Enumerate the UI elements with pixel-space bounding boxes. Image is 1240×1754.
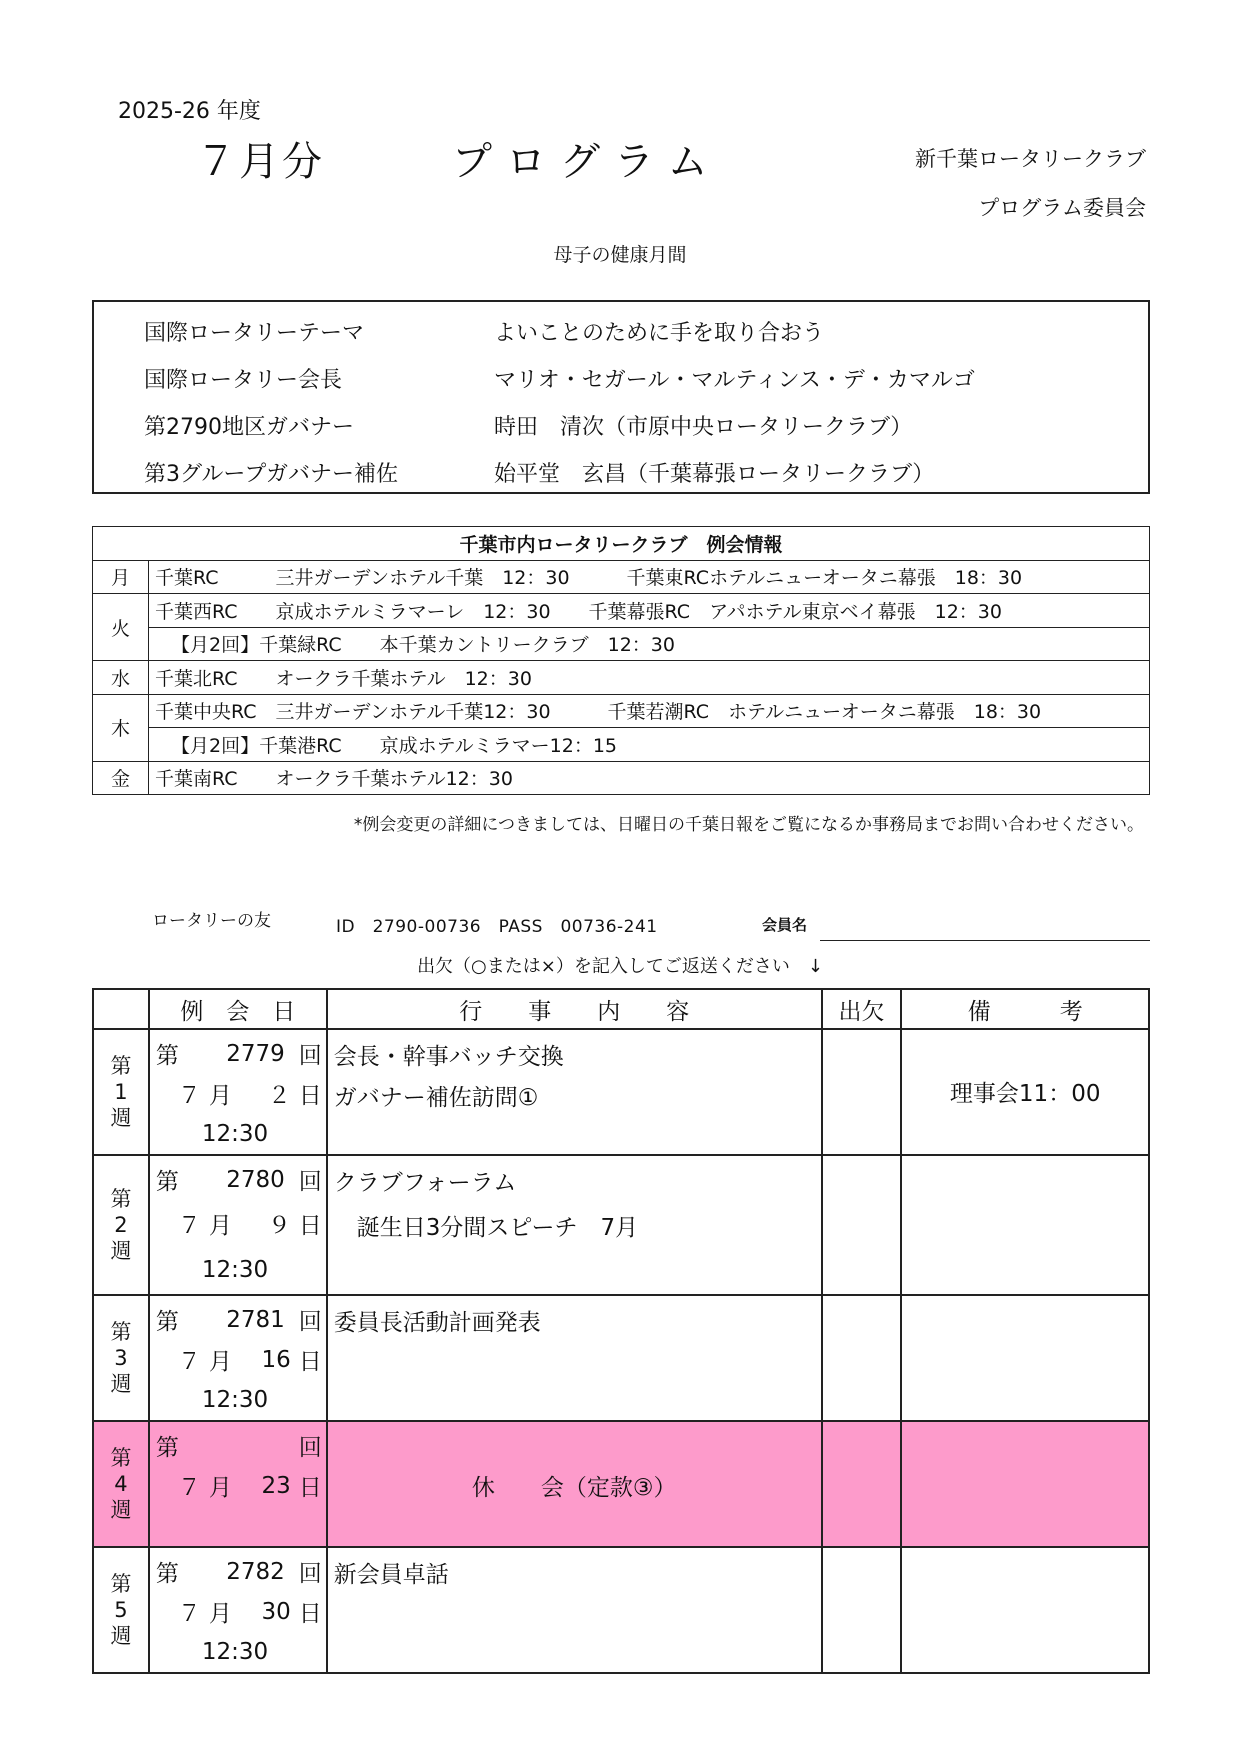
attendance-cell[interactable]: [822, 1155, 902, 1295]
meeting-cell: 千葉北RC オークラ千葉ホテル 12：30: [149, 661, 1150, 695]
info-row: [144, 316, 824, 347]
info-value: マリオ・セガール・マルティンス・デ・カマルゴ: [494, 368, 975, 393]
committee-name: プログラム委員会: [978, 196, 1146, 220]
event-cell: 休 会（定款③）: [327, 1421, 822, 1547]
table-row: [93, 627, 1150, 661]
attendance-instruction: 出欠（○または×）を記入してご返送ください ↓: [417, 956, 823, 977]
meeting-time: [156, 1506, 322, 1546]
day-cell: 火: [93, 594, 149, 661]
info-row: [144, 410, 912, 441]
info-label: 国際ロータリーテーマ: [144, 321, 365, 346]
table-row: [93, 761, 1150, 795]
id-pass: ID 2790-00736 PASS 00736-241: [336, 917, 658, 937]
meeting-cell: 千葉中央RC 三井ガーデンホテル千葉12：30 千葉若潮RC ホテルニューオータニ幕張 18：30: [149, 694, 1150, 728]
meeting-cell: 千葉西RC 京成ホテルミラマーレ 12：30 千葉幕張RC アパホテル東京ベイ幕張 12：30: [149, 594, 1150, 628]
header-date: 例 会 日: [149, 989, 327, 1029]
week-label: 第 4 週: [93, 1421, 149, 1547]
week-label: 第 3 週: [93, 1295, 149, 1421]
meeting-change-note: *例会変更の詳細につきましては、日曜日の千葉日報をご覧になるか事務局までお問い合わせください。: [353, 815, 1144, 835]
program-title: プログラム: [452, 139, 722, 185]
meeting-number: 2782: [226, 1558, 285, 1585]
meeting-info-table: [92, 526, 1150, 795]
week-label: 第 2 週: [93, 1155, 149, 1295]
meeting-date: 第 2779 回 ７ 月 ２ 日 12:30: [149, 1029, 327, 1155]
schedule-row: [93, 1547, 1149, 1673]
meeting-date: 第 2782 回 ７ 月 30 日 12:30: [149, 1547, 327, 1673]
schedule-table: [92, 988, 1150, 1674]
member-name-field[interactable]: [820, 940, 1150, 941]
remarks-cell: [901, 1295, 1149, 1421]
member-name-label: 会員名: [762, 916, 808, 934]
rotary-no-tomo-label: ロータリーの友: [152, 911, 271, 931]
event-cell: 会長・幹事バッチ交換 ガバナー補佐訪問①: [327, 1029, 822, 1155]
info-label: 第3グループガバナー補佐: [144, 462, 399, 487]
meeting-cell: 千葉RC 三井ガーデンホテル千葉 12：30 千葉東RCホテルニューオータニ幕張 18：30: [149, 560, 1150, 594]
day-cell: 金: [93, 761, 149, 795]
meeting-date: 第 2780 回 ７ 月 ９ 日 12:30: [149, 1155, 327, 1295]
info-value: 時田 清次（市原中央ロータリークラブ）: [494, 415, 913, 440]
table-row: [93, 594, 1150, 628]
schedule-row: [93, 1029, 1149, 1155]
monthly-theme: 母子の健康月間: [553, 244, 687, 266]
remarks-cell: 理事会11：00: [901, 1029, 1149, 1155]
header-week: [93, 989, 149, 1029]
attendance-cell[interactable]: [822, 1547, 902, 1673]
month-title: ７月分: [196, 139, 325, 185]
meeting-number: 2781: [226, 1306, 285, 1333]
info-value: よいことのために手を取り合おう: [494, 321, 825, 346]
meeting-cell: 【月2回】千葉緑RC 本千葉カントリークラブ 12：30: [149, 627, 1150, 661]
meeting-time: 12:30: [201, 1257, 269, 1283]
attendance-cell[interactable]: [822, 1295, 902, 1421]
meeting-info-title: 千葉市内ロータリークラブ 例会情報: [93, 527, 1150, 561]
meeting-number: 2779: [226, 1040, 285, 1067]
meeting-date: 第 2781 回 ７ 月 16 日 12:30: [149, 1295, 327, 1421]
event-cell: クラブフォーラム 誕生日3分間スピーチ 7月: [327, 1155, 822, 1295]
meeting-time: 12:30: [201, 1121, 269, 1147]
table-row: [93, 694, 1150, 728]
rotary-info-box: [92, 300, 1150, 494]
header-event: 行 事 内 容: [327, 989, 822, 1029]
attendance-cell[interactable]: [822, 1029, 902, 1155]
meeting-date: 第 回 ７ 月 23 日: [149, 1421, 327, 1547]
info-label: 国際ロータリー会長: [144, 368, 343, 393]
info-value: 始平堂 玄昌（千葉幕張ロータリークラブ）: [494, 462, 935, 487]
week-label: 第 5 週: [93, 1547, 149, 1673]
remarks-cell: [901, 1547, 1149, 1673]
week-label: 第 1 週: [93, 1029, 149, 1155]
meeting-cell: 【月2回】千葉港RC 京成ホテルミラマー12：15: [149, 728, 1150, 762]
table-row: [93, 560, 1150, 594]
attendance-cell[interactable]: [822, 1421, 902, 1547]
info-label: 第2790地区ガバナー: [144, 415, 354, 440]
schedule-row: [93, 1155, 1149, 1295]
remarks-cell: [901, 1155, 1149, 1295]
info-row: [144, 457, 934, 488]
event-cell: 委員長活動計画発表: [327, 1295, 822, 1421]
schedule-row: [93, 1295, 1149, 1421]
header-attendance: 出欠: [822, 989, 902, 1029]
day-cell: 月: [93, 560, 149, 594]
meeting-cell: 千葉南RC オークラ千葉ホテル12：30: [149, 761, 1150, 795]
fiscal-year: 2025-26 年度: [118, 99, 261, 124]
header-remarks: 備 考: [901, 989, 1149, 1029]
table-row: [93, 661, 1150, 695]
table-row: [93, 728, 1150, 762]
meeting-time: 12:30: [201, 1387, 269, 1413]
meeting-time: 12:30: [201, 1639, 269, 1665]
meeting-number: 2780: [226, 1166, 285, 1193]
remarks-cell: [901, 1421, 1149, 1547]
day-cell: 木: [93, 694, 149, 761]
schedule-row-holiday: [93, 1421, 1149, 1547]
club-name: 新千葉ロータリークラブ: [915, 147, 1146, 171]
info-row: [144, 363, 975, 394]
day-cell: 水: [93, 661, 149, 695]
event-cell: 新会員卓話: [327, 1547, 822, 1673]
schedule-header: [93, 989, 1149, 1029]
